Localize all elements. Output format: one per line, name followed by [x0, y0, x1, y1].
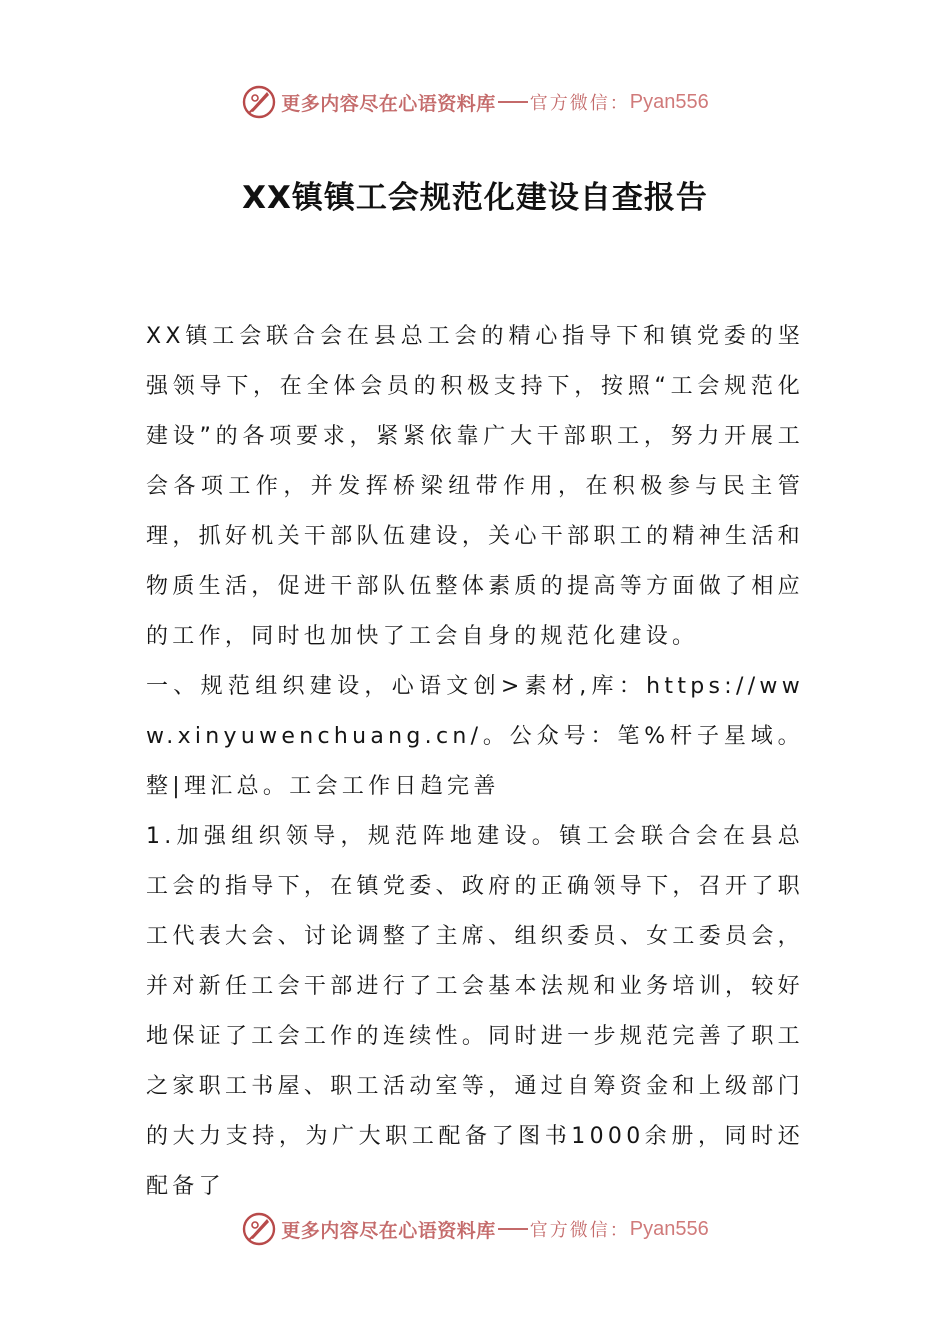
banner-wechat-id: Pyan556 [629, 1217, 709, 1240]
paragraph-intro: XX镇工会联合会在县总工会的精心指导下和镇党委的坚强领导下，在全体会员的积极支持下，按照“工会规范化建设”的各项要求，紧紧依靠广大干部职工，努力开展工会各项工作，并发挥桥梁纽带作用，在积极参与民主管理，抓好机关干部队伍建设，关心干部职工的精神生活和物质生活，促进干部队伍整体素质的提高等方面做了相应的工作，同时也加快了工会自身的规范化建设。 [146, 324, 804, 649]
quill-logo-icon [241, 1211, 277, 1247]
banner-main-text: 更多内容尽在心语资料库 [281, 92, 496, 115]
banner-divider [498, 1228, 528, 1230]
banner-main-text: 更多内容尽在心语资料库 [281, 1219, 496, 1242]
quill-logo-icon [241, 84, 277, 120]
paragraph-item-1: 1.加强组织领导，规范阵地建设。镇工会联合会在县总工会的指导下，在镇党委、政府的正确领导下，召开了职工代表大会、讨论调整了主席、组织委员、女工委员会，并对新任工会干部进行了工会基本法规和业务培训，较好地保证了工会工作的连续性。同时进一步规范完善了职工之家职工书屋、职工活动室等，通过自筹资金和上级部门的大力支持，为广大职工配备了图书1000余册，同时还配备了 [146, 824, 804, 1199]
document-body [146, 312, 804, 1212]
paragraph-section-1: 一、规范组织建设，心语文创>素材,库：https://www.xinyuwenchuang.cn/。公众号：笔%杆子星域。整|理汇总。工会工作日趋完善 [146, 674, 804, 799]
document-title: XX镇镇工会规范化建设自查报告 [242, 180, 708, 216]
banner-wechat-id: Pyan556 [629, 90, 709, 113]
banner-sub-text: 官方微信： [529, 1220, 630, 1241]
banner-divider [498, 101, 528, 103]
header-banner [0, 82, 950, 122]
banner-sub-text: 官方微信： [529, 93, 630, 114]
footer-banner [0, 1209, 950, 1249]
